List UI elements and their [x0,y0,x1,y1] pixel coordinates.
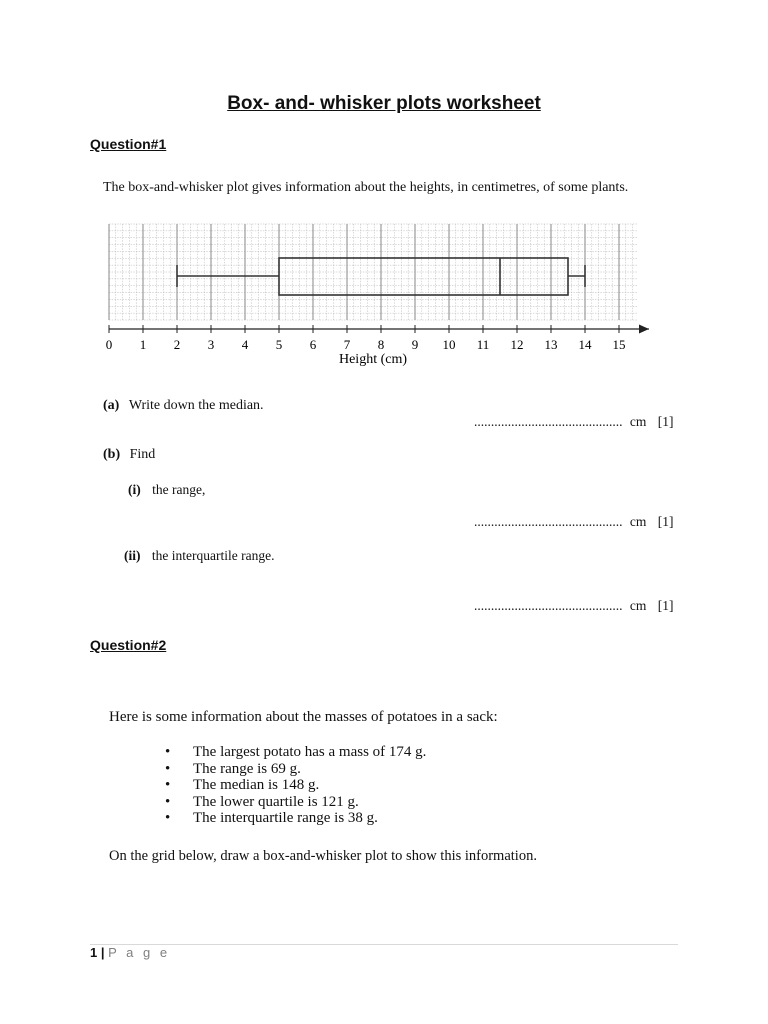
question-1-intro: The box-and-whisker plot gives information about the heights, in centimetres, of some plants. [103,180,629,195]
x-tick-label: 6 [309,337,317,352]
x-tick-label: 3 [207,337,215,352]
interquartile-box [279,258,568,295]
x-tick-label: 2 [173,337,181,352]
x-tick-label: 9 [411,337,419,352]
list-item: • The range is 69 g. [165,760,301,777]
bullet-icon: • [165,744,171,760]
footer-divider [90,944,678,945]
answer-unit: cm [629,598,647,613]
answer-unit: cm [629,514,647,529]
list-item: • The largest potato has a mass of 174 g. [165,744,427,760]
x-tick-label: 15 [612,337,626,352]
part-a-text: Write down the median. [128,398,264,413]
page-footer [90,945,170,960]
x-tick-label: 4 [241,337,249,352]
answer-marks: [1] [657,414,674,429]
part-b-i-label: (i) [128,482,141,497]
question-2-instruction: On the grid below, draw a box-and-whisker plot to show this information. [109,848,537,864]
list-item: • The interquartile range is 38 g. [165,810,378,827]
bullet-icon: • [165,793,171,810]
x-tick-label: 1 [139,337,147,352]
footer-separator: | [100,945,105,960]
list-item: • The median is 148 g. [165,777,320,794]
bullet-icon: • [165,810,171,827]
question-2-heading: Question#2 [90,637,167,653]
x-tick-label: 5 [275,337,283,352]
page-number: 1 [90,945,98,960]
answer-marks: [1] [657,514,674,529]
question-2-bullet-list [165,744,426,827]
x-tick-label: 13 [544,337,558,352]
x-tick-label: 8 [377,337,385,352]
bullet-icon: • [165,760,171,777]
part-b-ii [124,548,274,564]
answer-unit: cm [629,414,647,429]
box-plot-chart [95,220,655,370]
x-axis [109,325,649,334]
answer-line-b-ii [474,598,674,614]
part-b [103,447,155,463]
x-tick-label: 10 [442,337,456,352]
answer-dots: ............................................ [474,598,623,613]
answer-line-a [474,414,674,430]
part-b-i-text: the range, [152,482,206,497]
x-axis-label: Height (cm) [338,352,408,367]
part-b-ii-text: the interquartile range. [151,548,275,563]
part-a [103,398,264,414]
list-item: • The lower quartile is 121 g. [165,793,359,810]
part-b-ii-label: (ii) [124,548,141,563]
x-tick-label: 0 [105,337,113,352]
bullet-icon: • [165,777,171,794]
part-b-label: (b) [103,447,121,462]
page-title: Box- and- whisker plots worksheet [227,93,541,114]
question-2-intro: Here is some information about the masses of potatoes in a sack: [109,709,498,725]
x-axis-tick-labels [106,337,626,352]
x-tick-label: 11 [476,337,490,352]
answer-dots: ............................................ [474,514,623,529]
answer-dots: ............................................ [474,414,623,429]
part-a-label: (a) [103,398,120,413]
x-tick-label: 12 [510,337,524,352]
page-word: P a g e [108,945,171,960]
part-b-text: Find [129,447,156,462]
answer-line-b-i [474,514,674,530]
answer-marks: [1] [657,598,674,613]
x-tick-label: 14 [578,337,592,352]
question-1-heading: Question#1 [90,136,167,152]
grid-minor-lines [109,224,638,320]
x-axis-arrow-icon [639,325,649,334]
x-tick-label: 7 [343,337,351,352]
part-b-i [128,482,205,498]
